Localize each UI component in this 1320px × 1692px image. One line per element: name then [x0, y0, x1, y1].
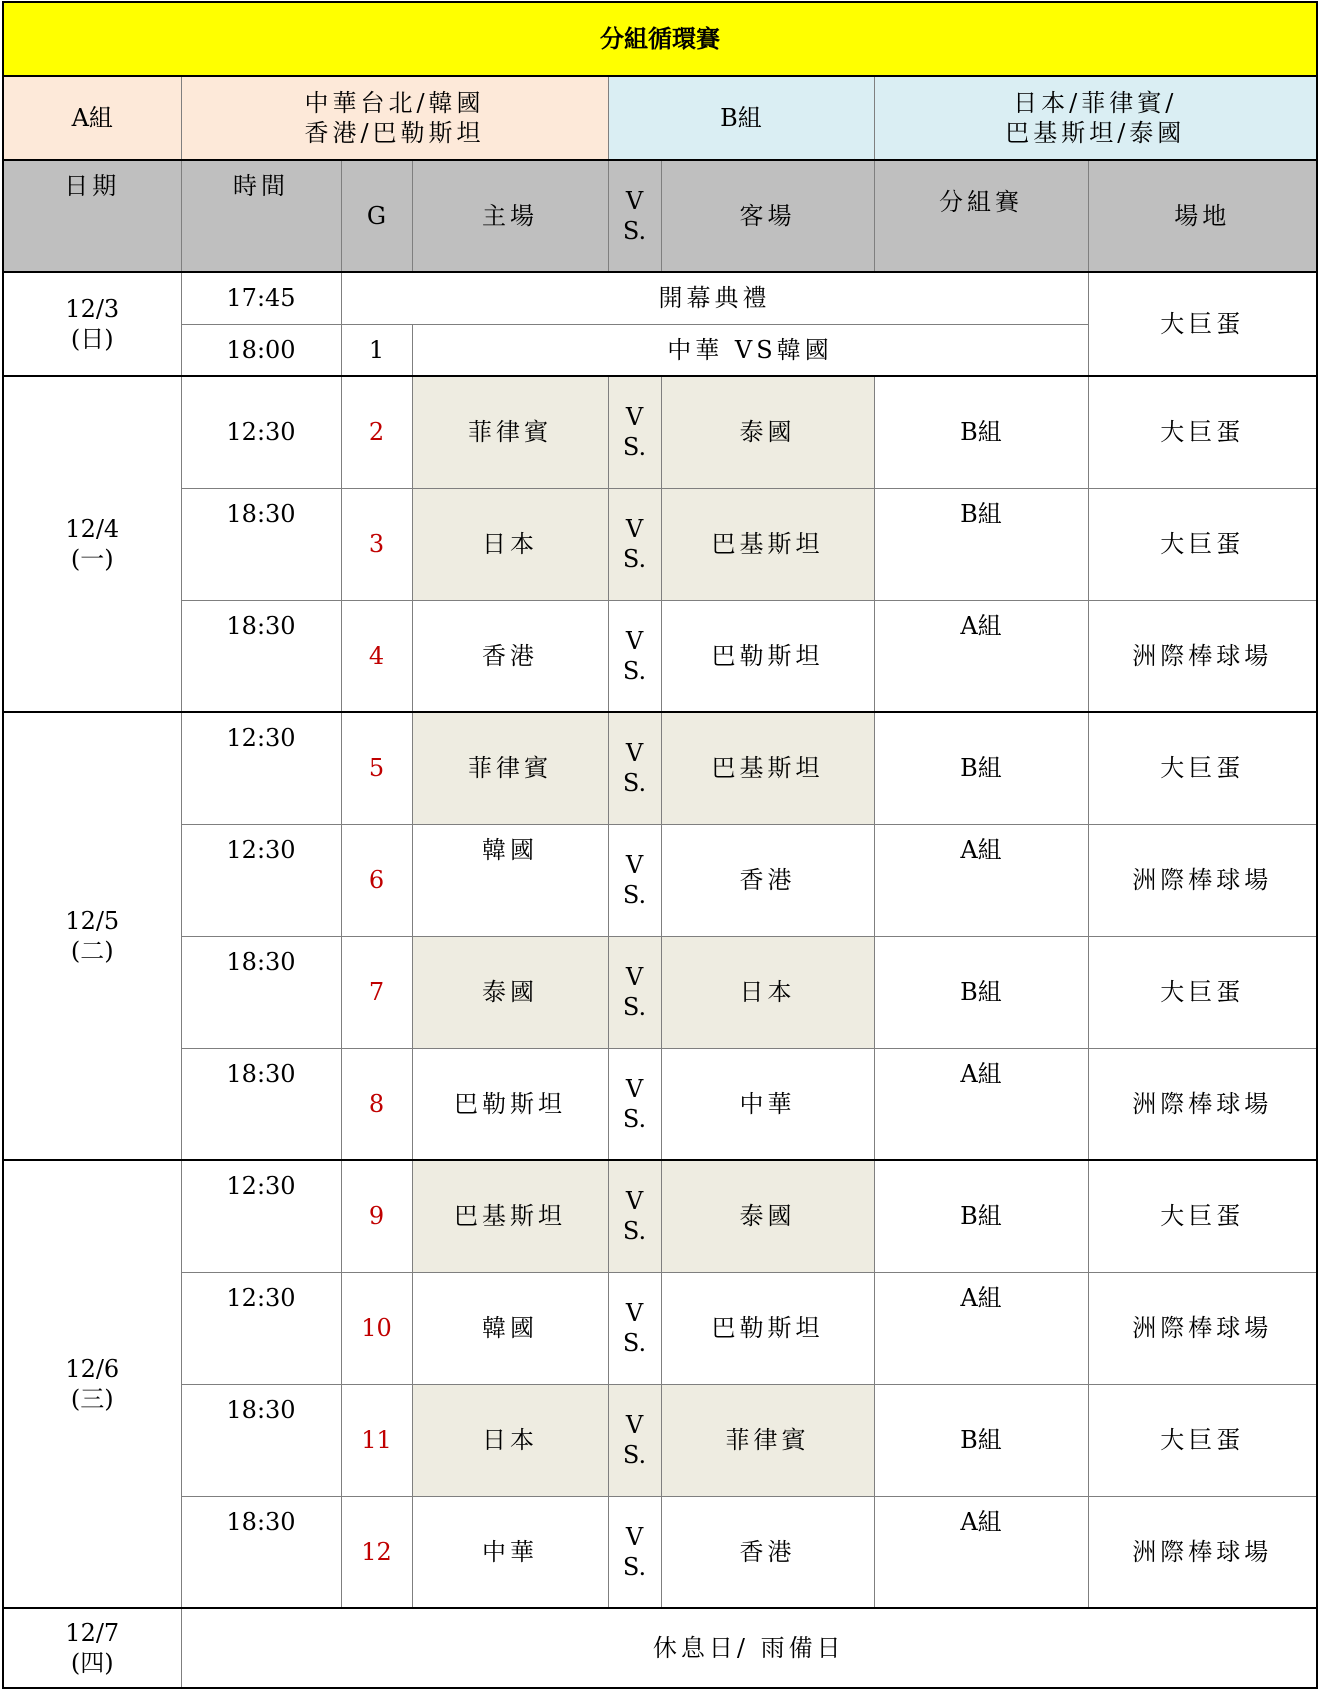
- home-team: 日本: [412, 1384, 608, 1496]
- group-a-teams-line1: 中華台北/韓國: [304, 89, 485, 117]
- table-row: [3, 1272, 1317, 1384]
- day-date-cell: [3, 376, 181, 712]
- home-team: 香港: [412, 600, 608, 712]
- vs-v: V: [625, 1187, 644, 1216]
- game-number: 9: [341, 1160, 412, 1272]
- day-date: 12/6: [65, 1355, 120, 1383]
- rest-day-weekday: (四): [70, 1649, 114, 1677]
- away-team: 日本: [661, 936, 874, 1048]
- group-a-label: A組: [3, 76, 181, 160]
- rest-day-date: 12/7: [65, 1619, 120, 1647]
- opening-ceremony: 開幕典禮: [341, 272, 1088, 324]
- header-vs-s: S.: [622, 217, 647, 245]
- vs-cell: [608, 824, 661, 936]
- day-date-cell: [3, 1160, 181, 1608]
- group-a-teams: [181, 76, 608, 160]
- away-team: 香港: [661, 1496, 874, 1608]
- table-row: [3, 824, 1317, 936]
- opener-game: 1: [341, 324, 412, 376]
- group-b-label: B組: [608, 76, 874, 160]
- group-cell: A組: [874, 1272, 1088, 1384]
- vs-cell: [608, 712, 661, 824]
- vs-s: S.: [622, 881, 647, 909]
- home-team: 菲律賓: [412, 712, 608, 824]
- game-time: 18:30: [181, 1496, 341, 1608]
- venue-cell: 大巨蛋: [1088, 712, 1317, 824]
- game-number: 12: [341, 1496, 412, 1608]
- venue-cell: 大巨蛋: [1088, 1160, 1317, 1272]
- vs-s: S.: [622, 1552, 647, 1581]
- header-home: 主場: [412, 160, 608, 272]
- game-time: 12:30: [181, 1272, 341, 1384]
- game-number: 3: [341, 488, 412, 600]
- venue-cell: 洲際棒球場: [1088, 1272, 1317, 1384]
- opener-time: 18:00: [181, 324, 341, 376]
- day-weekday: (一): [70, 545, 114, 573]
- header-venue: 場地: [1088, 160, 1317, 272]
- vs-s: S.: [622, 1441, 647, 1469]
- day1-date: 12/3: [65, 295, 120, 323]
- venue-cell: 洲際棒球場: [1088, 824, 1317, 936]
- header-time: 時間: [181, 160, 341, 272]
- vs-s: S.: [622, 433, 647, 462]
- game-number: 7: [341, 936, 412, 1048]
- vs-s: S.: [622, 545, 647, 573]
- vs-s: S.: [622, 993, 647, 1021]
- vs-v: V: [625, 1522, 644, 1551]
- away-team: 泰國: [661, 1160, 874, 1272]
- vs-v: V: [625, 626, 644, 655]
- game-time: 18:30: [181, 488, 341, 600]
- away-team: 泰國: [661, 376, 874, 488]
- day-date: 12/5: [65, 907, 120, 935]
- day1-weekday: (日): [70, 325, 114, 353]
- game-time: 18:30: [181, 1384, 341, 1496]
- vs-cell: [608, 1272, 661, 1384]
- game-number: 5: [341, 712, 412, 824]
- group-cell: B組: [874, 1160, 1088, 1272]
- away-team: 菲律賓: [661, 1384, 874, 1496]
- group-cell: B組: [874, 712, 1088, 824]
- vs-cell: [608, 488, 661, 600]
- vs-cell: [608, 1496, 661, 1608]
- vs-v: V: [625, 1299, 644, 1327]
- game-number: 6: [341, 824, 412, 936]
- vs-v: V: [625, 1074, 644, 1103]
- header-group: 分組賽: [874, 160, 1088, 272]
- game-time: 12:30: [181, 1160, 341, 1272]
- vs-s: S.: [622, 1104, 647, 1133]
- group-b-teams: [874, 76, 1317, 160]
- venue-cell: 洲際棒球場: [1088, 1496, 1317, 1608]
- group-cell: A組: [874, 824, 1088, 936]
- vs-s: S.: [622, 769, 647, 798]
- away-team: 巴勒斯坦: [661, 1272, 874, 1384]
- away-team: 巴勒斯坦: [661, 600, 874, 712]
- venue-cell: 大巨蛋: [1088, 376, 1317, 488]
- vs-cell: [608, 936, 661, 1048]
- vs-cell: [608, 376, 661, 488]
- home-team: 中華: [412, 1496, 608, 1608]
- vs-cell: [608, 1160, 661, 1272]
- table-row: [3, 936, 1317, 1048]
- away-team: 巴基斯坦: [661, 712, 874, 824]
- away-team: 中華: [661, 1048, 874, 1160]
- vs-s: S.: [622, 1329, 647, 1357]
- table-row: [3, 1160, 1317, 1272]
- header-away: 客場: [661, 160, 874, 272]
- vs-s: S.: [622, 1217, 647, 1246]
- group-a-teams-line2: 香港/巴勒斯坦: [304, 119, 485, 147]
- home-team: 日本: [412, 488, 608, 600]
- header-row: [3, 160, 1317, 272]
- table-row: [3, 1048, 1317, 1160]
- vs-v: V: [625, 403, 644, 432]
- page-title: 分組循環賽: [3, 2, 1317, 76]
- header-vs-v: V: [625, 187, 644, 215]
- day1-venue: 大巨蛋: [1088, 272, 1317, 376]
- venue-cell: 大巨蛋: [1088, 936, 1317, 1048]
- game-number: 8: [341, 1048, 412, 1160]
- game-time: 12:30: [181, 824, 341, 936]
- vs-v: V: [625, 515, 644, 543]
- vs-cell: [608, 600, 661, 712]
- day-weekday: (三): [70, 1385, 114, 1413]
- game-number: 11: [341, 1384, 412, 1496]
- table-row: [3, 712, 1317, 824]
- away-team: 香港: [661, 824, 874, 936]
- day-date: 12/4: [65, 515, 120, 543]
- game-number: 2: [341, 376, 412, 488]
- header-vs: [608, 160, 661, 272]
- vs-v: V: [625, 963, 644, 991]
- venue-cell: 大巨蛋: [1088, 488, 1317, 600]
- home-team: 泰國: [412, 936, 608, 1048]
- table-row: [3, 488, 1317, 600]
- vs-cell: [608, 1048, 661, 1160]
- home-team: 韓國: [412, 824, 608, 936]
- day1-date-cell: [3, 272, 181, 376]
- table-row: [3, 1496, 1317, 1608]
- vs-s: S.: [622, 656, 647, 685]
- game-number: 4: [341, 600, 412, 712]
- home-team: 巴勒斯坦: [412, 1048, 608, 1160]
- venue-cell: 洲際棒球場: [1088, 600, 1317, 712]
- group-cell: B組: [874, 1384, 1088, 1496]
- opener-match: 中華 VS韓國: [412, 324, 1088, 376]
- game-time: 12:30: [181, 712, 341, 824]
- group-cell: A組: [874, 600, 1088, 712]
- header-game: G: [341, 160, 412, 272]
- schedule-table: [2, 1, 1318, 1689]
- game-time: 18:30: [181, 1048, 341, 1160]
- vs-cell: [608, 1384, 661, 1496]
- group-cell: B組: [874, 936, 1088, 1048]
- home-team: 韓國: [412, 1272, 608, 1384]
- day-weekday: (二): [70, 937, 114, 965]
- home-team: 菲律賓: [412, 376, 608, 488]
- rest-day-note: 休息日/ 雨備日: [181, 1608, 1317, 1688]
- game-time: 18:30: [181, 600, 341, 712]
- vs-v: V: [625, 851, 644, 879]
- game-time: 12:30: [181, 376, 341, 488]
- vs-v: V: [625, 1411, 644, 1439]
- venue-cell: 大巨蛋: [1088, 1384, 1317, 1496]
- group-cell: B組: [874, 488, 1088, 600]
- group-b-teams-line2: 巴基斯坦/泰國: [1005, 119, 1186, 147]
- game-time: 18:30: [181, 936, 341, 1048]
- header-date: 日期: [3, 160, 181, 272]
- group-cell: B組: [874, 376, 1088, 488]
- day-date-cell: [3, 712, 181, 1160]
- away-team: 巴基斯坦: [661, 488, 874, 600]
- ceremony-time: 17:45: [181, 272, 341, 324]
- home-team: 巴基斯坦: [412, 1160, 608, 1272]
- group-cell: A組: [874, 1048, 1088, 1160]
- table-row: [3, 376, 1317, 488]
- rest-day-date-cell: [3, 1608, 181, 1688]
- venue-cell: 洲際棒球場: [1088, 1048, 1317, 1160]
- game-number: 10: [341, 1272, 412, 1384]
- group-b-teams-line1: 日本/菲律賓/: [1013, 89, 1178, 117]
- vs-v: V: [625, 739, 644, 768]
- table-row: [3, 1384, 1317, 1496]
- table-row: [3, 600, 1317, 712]
- group-cell: A組: [874, 1496, 1088, 1608]
